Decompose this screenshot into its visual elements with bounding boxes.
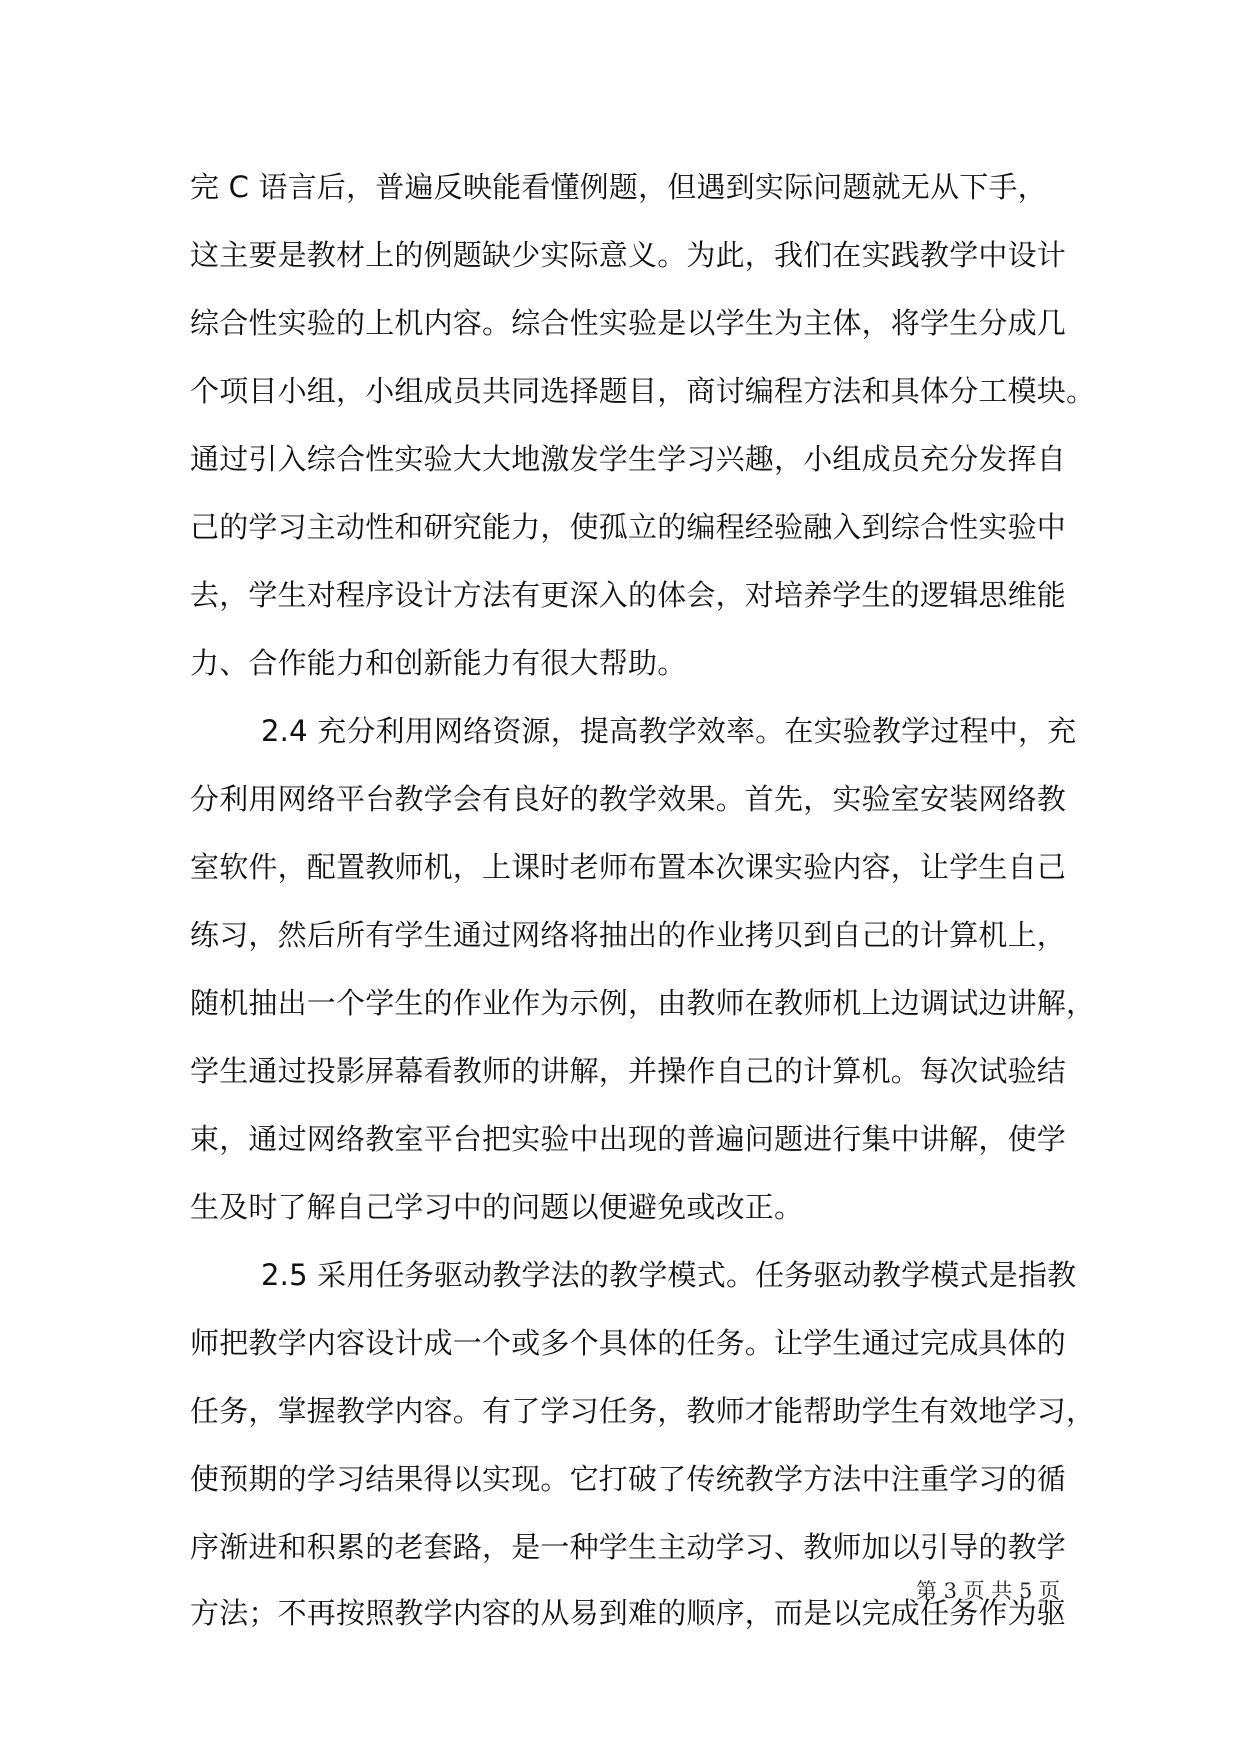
body-line-2: 这主要是教材上的例题缺少实际意义。为此，我们在实践教学中设计 — [190, 238, 1067, 272]
body-line-10: 分利用网络平台教学会有良好的教学效果。首先，实验室安装网络教 — [190, 782, 1067, 816]
body-line-4: 个项目小组，小组成员共同选择题目，商讨编程方法和具体分工模块。 — [190, 374, 1096, 408]
body-line-6: 己的学习主动性和研究能力，使孤立的编程经验融入到综合性实验中 — [190, 510, 1067, 544]
body-line-11: 室软件，配置教师机，上课时老师布置本次课实验内容，让学生自己 — [190, 850, 1067, 884]
section-2-5-heading-line: 2.5 采用任务驱动教学法的教学模式。任务驱动教学模式是指教 — [261, 1258, 1077, 1292]
body-line-8: 力、合作能力和创新能力有很大帮助。 — [190, 646, 687, 680]
body-line-7: 去，学生对程序设计方法有更深入的体会，对培养学生的逻辑思维能 — [190, 578, 1067, 612]
body-line-3: 综合性实验的上机内容。综合性实验是以学生为主体，将学生分成几 — [190, 306, 1067, 340]
body-line-22: 方法；不再按照教学内容的从易到难的顺序，而是以完成任务作为驱 — [190, 1596, 1067, 1630]
body-line-15: 束，通过网络教室平台把实验中出现的普遍问题进行集中讲解，使学 — [190, 1122, 1067, 1156]
body-line-16: 生及时了解自己学习中的问题以便避免或改正。 — [190, 1190, 804, 1224]
body-line-21: 序渐进和积累的老套路，是一种学生主动学习、教师加以引导的教学 — [190, 1530, 1067, 1564]
body-line-1: 完 C 语言后，普遍反映能看懂例题，但遇到实际问题就无从下手， — [190, 170, 1047, 204]
body-line-13: 随机抽出一个学生的作业作为示例，由教师在教师机上边调试边讲解， — [190, 986, 1096, 1020]
page-number-footer: 第 3 页 共 5 页 — [915, 1579, 1060, 1603]
body-line-14: 学生通过投影屏幕看教师的讲解，并操作自己的计算机。每次试验结 — [190, 1054, 1067, 1088]
body-line-20: 使预期的学习结果得以实现。它打破了传统教学方法中注重学习的循 — [190, 1462, 1067, 1496]
section-2-4-heading-line: 2.4 充分利用网络资源，提高教学效率。在实验教学过程中，充 — [261, 714, 1077, 748]
body-line-19: 任务，掌握教学内容。有了学习任务，教师才能帮助学生有效地学习， — [190, 1394, 1096, 1428]
body-line-18: 师把教学内容设计成一个或多个具体的任务。让学生通过完成具体的 — [190, 1326, 1067, 1360]
body-line-5: 通过引入综合性实验大大地激发学生学习兴趣，小组成员充分发挥自 — [190, 442, 1067, 476]
body-line-12: 练习，然后所有学生通过网络将抽出的作业拷贝到自己的计算机上， — [190, 918, 1067, 952]
